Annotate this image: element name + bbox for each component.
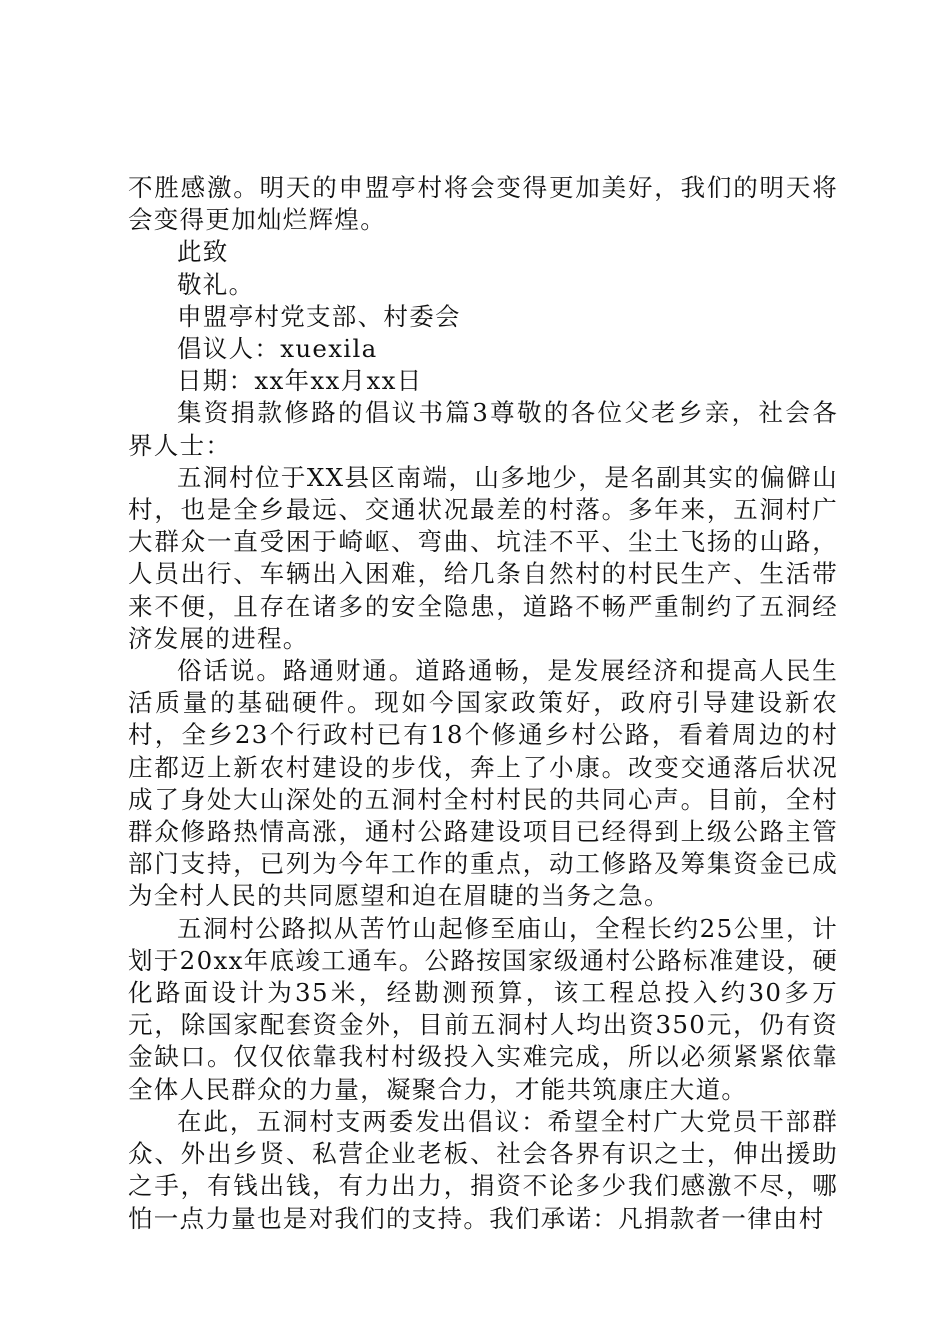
- paragraph-road-plan: 五洞村公路拟从苦竹山起修至庙山，全程长约25公里，计划于20xx年底竣工通车。公路按国家级通村公路标准建设，硬化路面设计为35米，经勘测预算，该工程总投入约30多万元，除国家配套资金外，目前五洞村人均出资350元，仍有资金缺口。仅仅依靠我村村级投入实难完成，所以必须紧紧依靠全体人民群众的力量，凝聚合力，才能共筑康庄大道。: [128, 913, 838, 1104]
- signature-initiator: 倡议人：xuexila: [177, 334, 378, 364]
- document-body: [128, 172, 838, 1235]
- signature-date: 日期：xx年xx月xx日: [177, 366, 423, 396]
- paragraph-village-intro: 五洞村位于XX县区南端，山多地少，是名副其实的偏僻山村，也是全乡最远、交通状况最差的村落。多年来，五洞村广大群众一直受困于崎岖、弯曲、坑洼不平、尘土飞扬的山路，人员出行、车辆出入困难，给几条自然村的村民生产、生活带来不便，且存在诸多的安全隐患，道路不畅严重制约了五洞经济发展的进程。: [128, 462, 838, 653]
- section-heading-proposal-3: 集资捐款修路的倡议书篇3尊敬的各位父老乡亲，社会各界人士：: [128, 398, 838, 460]
- paragraph-appeal: 在此，五洞村支两委发出倡议：希望全村广大党员干部群众、外出乡贤、私营企业老板、社会各界有识之士，伸出援助之手，有钱出钱，有力出力，捐资不论多少我们感激不尽，哪怕一点力量也是对我们的支持。我们承诺：凡捐款者一律由村: [128, 1106, 838, 1233]
- paragraph-closing-thanks: 不胜感激。明天的申盟亭村将会变得更加美好，我们的明天将会变得更加灿烂辉煌。: [128, 173, 838, 235]
- signature-organization: 申盟亭村党支部、村委会: [177, 301, 461, 331]
- paragraph-road-importance: 俗话说。路通财通。道路通畅，是发展经济和提高人民生活质量的基础硬件。现如今国家政策好，政府引导建设新农村，全乡23个行政村已有18个修通乡村公路，看着周边的村庄都迈上新农村建设的步伐，奔上了小康。改变交通落后状况成了身处大山深处的五洞村全村村民的共同心声。目前，全村群众修路热情高涨，通村公路建设项目已经得到上级公路主管部门支持，已列为今年工作的重点，动工修路及筹集资金已成为全村人民的共同愿望和迫在眉睫的当务之急。: [128, 656, 838, 911]
- salutation-jingli: 敬礼。: [177, 269, 255, 299]
- salutation-cizhi: 此致: [177, 237, 229, 267]
